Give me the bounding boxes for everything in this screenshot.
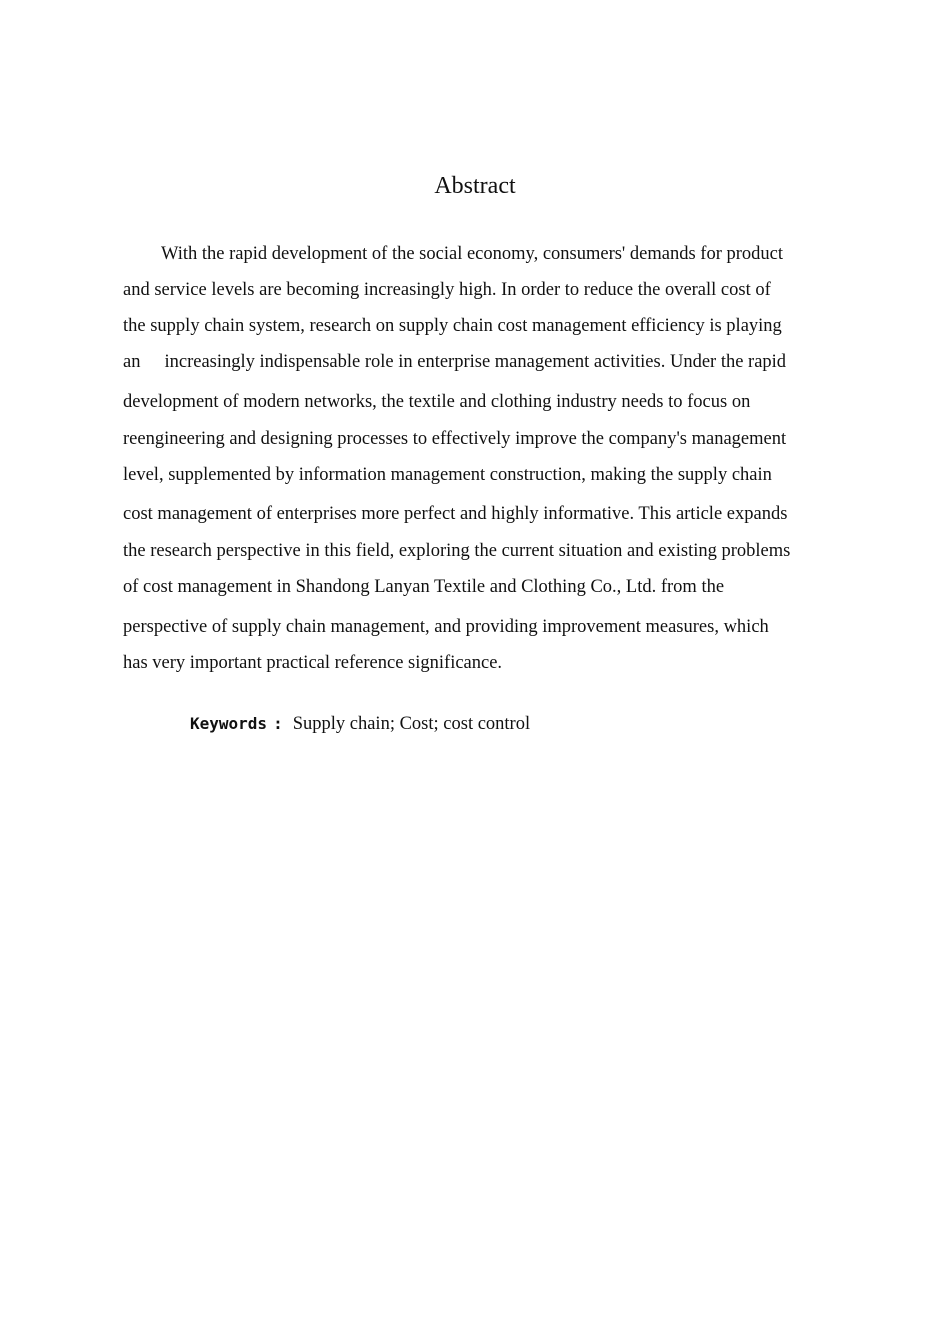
abstract-line: reengineering and designing processes to effectively improve the company's management <box>123 429 787 449</box>
abstract-line: the supply chain system, research on supply chain cost management efficiency is playing <box>123 316 782 336</box>
abstract-line: cost management of enterprises more perfect and highly informative. This article expands <box>123 504 788 524</box>
abstract-line-start: an <box>123 352 141 372</box>
abstract-line: and service levels are becoming increasingly high. In order to reduce the overall cost of <box>123 280 771 300</box>
keywords-separator: : <box>273 714 283 733</box>
abstract-title: Abstract <box>434 173 516 199</box>
abstract-body <box>123 236 823 681</box>
abstract-line: the research perspective in this field, exploring the current situation and existing problems <box>123 541 791 561</box>
abstract-line-rest: increasingly indispensable role in enterprise management activities. Under the rapid <box>164 352 787 372</box>
abstract-line: has very important practical reference significance. <box>123 653 503 673</box>
keywords-label: Keywords <box>190 714 268 733</box>
abstract-line: level, supplemented by information management construction, making the supply chain <box>123 465 772 485</box>
abstract-line <box>123 344 823 382</box>
abstract-line: development of modern networks, the textile and clothing industry needs to focus on <box>123 392 751 412</box>
keywords-line <box>190 710 530 738</box>
abstract-line: perspective of supply chain management, and providing improvement measures, which <box>123 617 769 637</box>
abstract-line: With the rapid development of the social economy, consumers' demands for product <box>161 244 783 264</box>
abstract-line: of cost management in Shandong Lanyan Textile and Clothing Co., Ltd. from the <box>123 577 725 597</box>
keywords-value: Supply chain; Cost; cost control <box>292 714 531 734</box>
